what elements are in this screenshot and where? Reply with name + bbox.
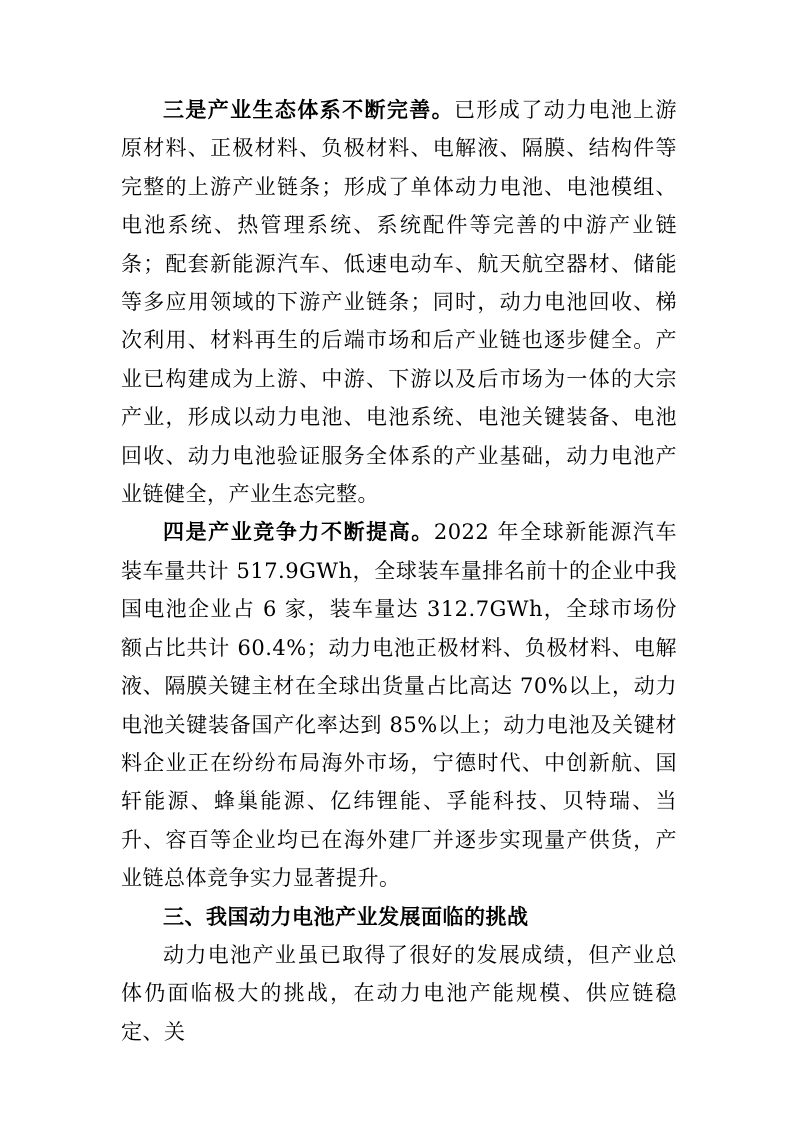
paragraph-body: 动力电池产业虽已取得了很好的发展成绩，但产业总体仍面临极大的挑战，在动力电池产能规模、供应链稳定、关 (121, 942, 677, 1044)
paragraph-body: 2022 年全球新能源汽车装车量共计 517.9GWh，全球装车量排名前十的企业中我国电池企业占 6 家，装车量达 312.7GWh，全球市场份额占比共计 60.4%；动力电池正极材料、负极材料、电解液、隔膜关键主材在全球出货量占比高达 70%以上，动力电池关键装备国产化率达到 85%以上；动力电池及关键材料企业正在纷纷布局海外市场，宁德时代、中创新航、国轩能源、蜂巢能源、亿纬锂能、孚能科技、贝特瑞、当升、容百等企业均已在海外建厂并逐步实现量产供货，产业链总体竞争实力显著提升。 (121, 520, 677, 891)
paragraph-lead: 三是产业生态体系不断完善。 (163, 98, 455, 122)
section-heading: 三、我国动力电池产业发展面临的挑战 (163, 904, 529, 929)
paragraph-challenges (121, 936, 677, 1051)
paragraph-lead: 四是产业竞争力不断提高。 (163, 520, 434, 545)
paragraph-competitiveness (121, 513, 677, 897)
paragraph-body: 已形成了动力电池上游原材料、正极材料、负极材料、电解液、隔膜、结构件等完整的上游产业链条；形成了单体动力电池、电池模组、电池系统、热管理系统、系统配件等完善的中游产业链条；配套新能源汽车、低速电动车、航天航空器材、储能等多应用领域的下游产业链条；同时，动力电池回收、梯次利用、材料再生的后端市场和后产业链也逐步健全。产业已构建成为上游、中游、下游以及后市场为一体的大宗产业，形成以动力电池、电池系统、电池关键装备、电池回收、动力电池验证服务全体系的产业基础，动力电池产业链健全，产业生态完整。 (121, 98, 678, 507)
paragraph-ecosystem (121, 91, 677, 513)
document-page (121, 91, 677, 1051)
